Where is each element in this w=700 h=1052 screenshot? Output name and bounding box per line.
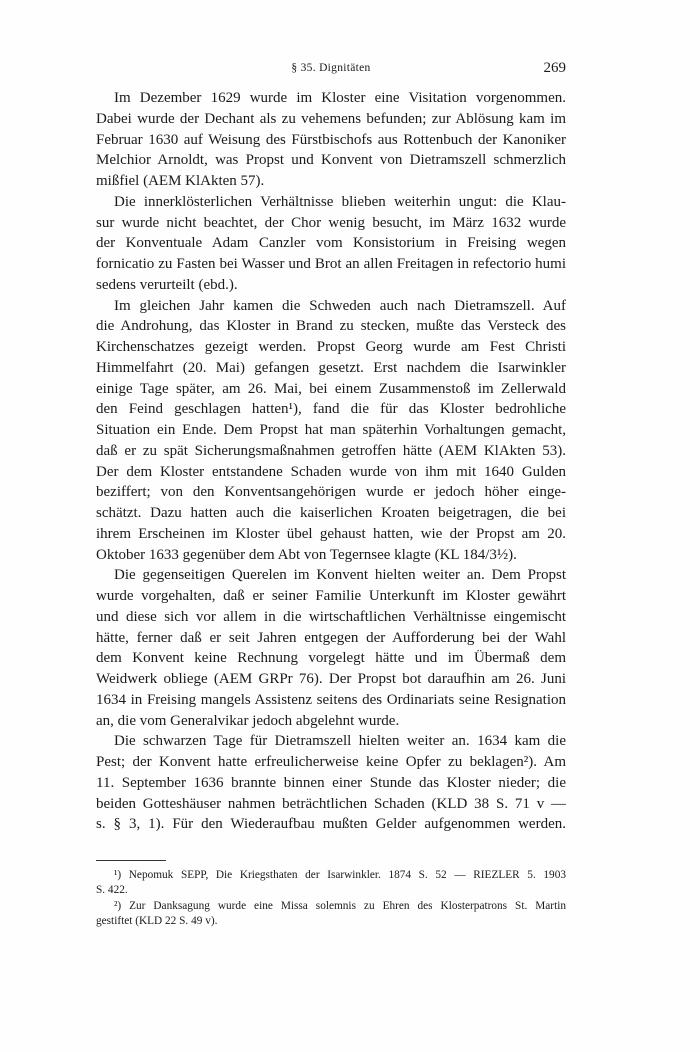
text-line: dem Konvent keine Rechnung vorgelegt hätte und im Übermaß dem <box>96 650 566 667</box>
text-line: Pest; der Konvent hatte erfreulicherweise keine Opfer zu beklagen²). Am <box>96 754 566 770</box>
text-line: Dabei wurde der Dechant als zu vehemens befunden; zur Ablösung kam im <box>96 110 566 127</box>
text-line: wurde vorgehalten, daß er seiner Familie Unterkunft im Kloster gewährt <box>96 588 566 604</box>
text-line: 1634 in Freising mangels Assistenz seitens des Ordinariats seine Resignation <box>96 691 566 708</box>
footnote-line: S. 422. <box>96 884 128 897</box>
text-line: Im Dezember 1629 wurde im Kloster eine Visitation vorgenommen. <box>114 90 566 106</box>
text-line: die Androhung, das Kloster in Brand zu stecken, mußte das Versteck des <box>96 318 566 335</box>
footnote-divider <box>96 860 166 861</box>
text-line: mißfiel (AEM KlAkten 57). <box>96 173 265 189</box>
text-line: an, die vom Generalvikar jedoch abgelehnt wurde. <box>96 712 400 729</box>
text-line: 11. September 1636 brannte binnen einer Stunde das Kloster nieder; die <box>96 774 566 791</box>
text-line: Februar 1630 auf Weisung des Fürstbischofs aus Rottenbuch der Kanoniker <box>96 131 566 148</box>
text-line: schätzt. Dazu hatten auch die kaiserlichen Kroaten beigetragen, die bei <box>96 505 566 521</box>
text-line: Weidwerk obliege (AEM GRPr 76). Der Propst bot daraufhin am 26. Juni <box>96 671 566 687</box>
text-line: ihrem Erscheinen im Kloster übel gehaust hatten, wie der Propst am 20. <box>96 525 566 542</box>
text-line: beiden Gotteshäuser nahmen beträchtlichen Schaden (KLD 38 S. 71 v — <box>96 795 566 812</box>
text-line: Situation ein Ende. Dem Propst hat man späterhin Vorhaltungen gemacht, <box>96 422 566 438</box>
text-line: daß er zu spät Sicherungsmaßnahmen getroffen hätte (AEM KlAkten 53). <box>96 442 566 459</box>
text-line: Oktober 1633 gegenüber dem Abt von Tegernsee klagte (KL 184/3½). <box>96 546 517 563</box>
text-line: Die schwarzen Tage für Dietramszell hielten weiter an. 1634 kam die <box>114 733 566 750</box>
running-head: § 35. Dignitäten <box>291 62 371 74</box>
text-line: und diese sich vor allem in die wirtschaftlichen Verhältnisse eingemischt <box>96 608 566 625</box>
text-line: s. § 3, 1). Für den Wiederaufbau mußten Gelder aufgenommen werden. <box>96 816 566 833</box>
text-line: Kirchenschatzes gezeigt werden. Propst Georg wurde am Fest Christi <box>96 339 566 355</box>
text-line: Im gleichen Jahr kamen die Schweden auch nach Dietramszell. Auf <box>114 297 566 314</box>
text-line: den Feind geschlagen hatten¹), fand die für das Kloster bedrohliche <box>96 401 566 418</box>
text-line: Die gegenseitigen Querelen im Konvent hielten weiter an. Dem Propst <box>114 567 566 584</box>
footnotes <box>96 868 566 929</box>
text-line: der Konventuale Adam Canzler vom Konsistorium in Freising wegen <box>96 235 566 252</box>
text-line: sedens verurteilt (ebd.). <box>96 276 238 293</box>
text-line: Die innerklösterlichen Verhältnisse blieben weiterhin ungut: die Klau- <box>114 193 566 210</box>
text-line: fornicatio zu Fasten bei Wasser und Brot an allen Freitagen in refectorio humi <box>96 256 566 272</box>
body-text <box>96 88 566 835</box>
footnote-line: gestiftet (KLD 22 S. 49 v). <box>96 914 218 927</box>
text-line: Himmelfahrt (20. Mai) gefangen gesetzt. Erst nachdem die Isarwinkler <box>96 359 566 376</box>
text-line: hätte, ferner daß er seit Jahren entgegen der Aufforderung bei der Wahl <box>96 629 566 646</box>
footnote-line: ¹) Nepomuk SEPP, Die Kriegsthaten der Isarwinkler. 1874 S. 52 — RIEZLER 5. 1903 <box>114 869 566 881</box>
text-line: beziffert; von den Konventsangehörigen wurde er jedoch höher einge- <box>96 484 566 501</box>
page-number: 269 <box>543 60 566 76</box>
text-line: einige Tage später, am 26. Mai, bei einem Zusammenstoß im Zellerwald <box>96 380 566 397</box>
page-header <box>96 60 566 80</box>
text-line: Melchior Arnoldt, was Propst und Konvent von Dietramszell schmerzlich <box>96 152 566 169</box>
text-line: sur wurde nicht beachtet, der Chor wenig besucht, im März 1632 wurde <box>96 214 566 231</box>
text-line: Der dem Kloster entstandene Schaden wurde von ihm mit 1640 Gulden <box>96 463 566 480</box>
footnote-line: ²) Zur Danksagung wurde eine Missa solemnis zu Ehren des Klosterpatrons St. Martin <box>114 899 566 912</box>
